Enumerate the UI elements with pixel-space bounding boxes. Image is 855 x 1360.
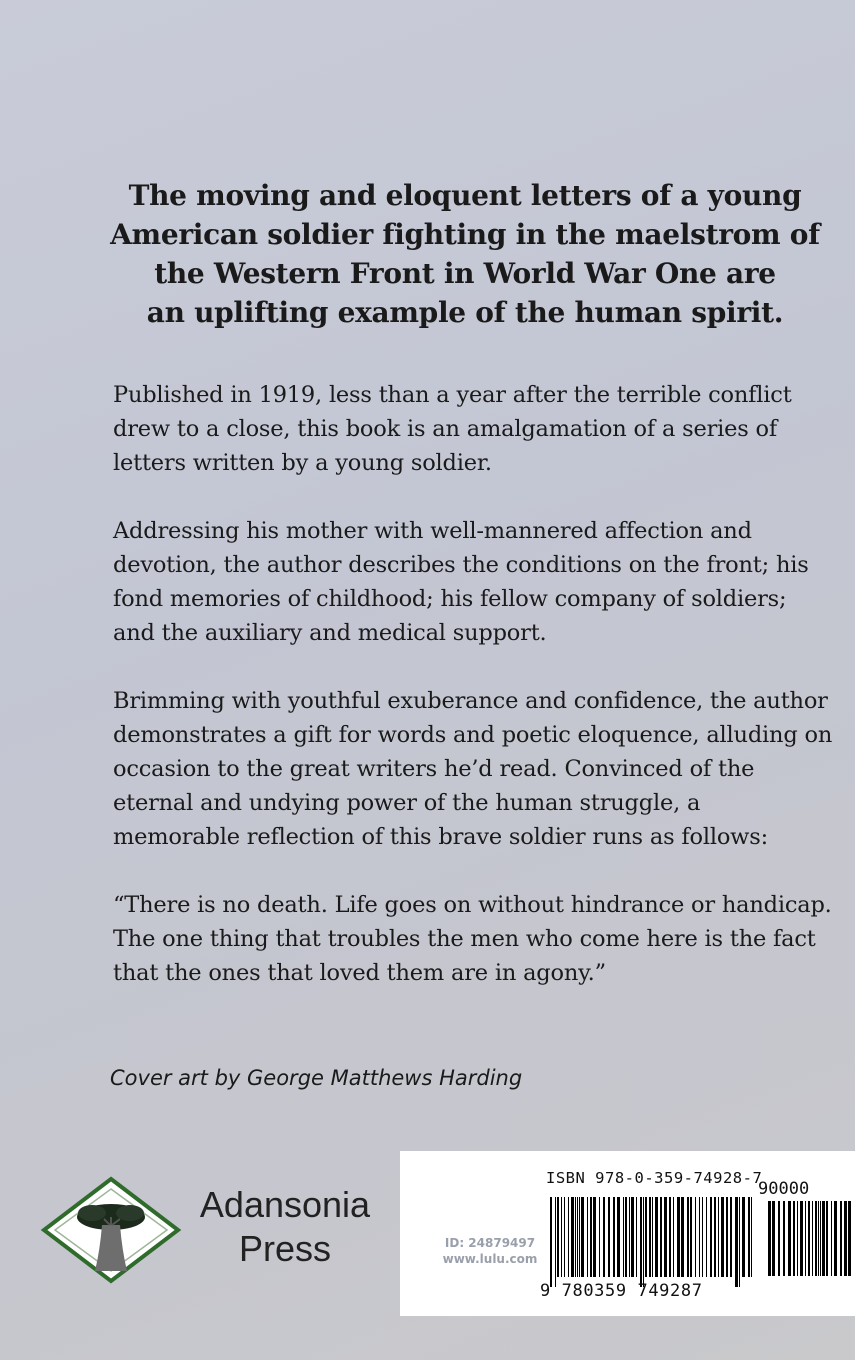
tagline-line: an uplifting example of the human spirit. [146,296,784,329]
lulu-url: www.lulu.com [442,1252,538,1266]
isbn-barcode [550,1197,755,1287]
tagline-line: The moving and eloquent letters of a young [128,179,802,212]
publisher-name-line1: Adansonia [199,1184,371,1225]
price-code: 90000 [758,1179,810,1199]
tagline-line: American soldier fighting in the maelstrom of [110,218,820,251]
addon-barcode [768,1201,855,1286]
description-paragraph: Addressing his mother with well-mannered affection and devotion, the author describes the conditions on the front; his fond memories of childhood; his fellow company of soldiers; and the auxiliary and medical support. [113,518,809,646]
lulu-id-number: ID: 24879497 [444,1236,536,1250]
description-paragraph: Published in 1919, less than a year after the terrible conflict drew to a close, this book is an amalgamation of a series of letters written by a young soldier. [113,382,792,476]
barcode-digits: 9 780359 749287 [540,1281,703,1301]
description [113,378,833,1024]
baobab-tree-icon [40,1175,182,1285]
tagline-line: the Western Front in World War One are [154,257,776,290]
publisher-name [190,1183,380,1271]
lulu-id [430,1235,550,1267]
publisher-logo [40,1175,400,1285]
tagline [100,176,830,332]
publisher-name-line2: Press [238,1228,332,1269]
cover-art-credit: Cover art by George Matthews Harding [110,1066,523,1090]
isbn-label: ISBN 978-0-359-74928-7 [546,1169,763,1187]
barcode-panel [400,1151,855,1316]
description-paragraph: Brimming with youthful exuberance and confidence, the author demonstrates a gift for words and poetic eloquence, alluding on occasion to the great writers he’d read. Convinced of the eternal and undying power of the human struggle, a memorable reflection of this brave soldier runs as follows: [113,688,833,850]
quote-paragraph: “There is no death. Life goes on without hindrance or handicap. The one thing that troubles the men who come here is the fact that the ones that loved them are in agony.” [113,892,832,986]
